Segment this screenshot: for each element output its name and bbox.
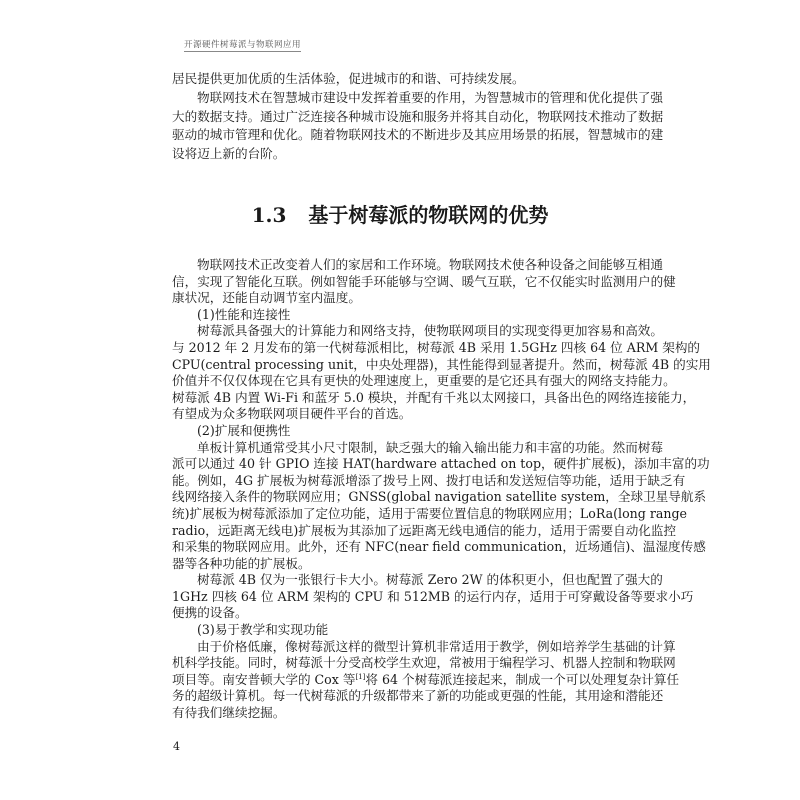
text-line: 有待我们继续挖掘。 — [172, 705, 286, 721]
page-number: 4 — [173, 740, 180, 753]
text-line: 设将迈上新的台阶。 — [172, 146, 286, 162]
text-line: 线网络接入条件的物联网应用；GNSS(global navigation satellite system，全球卫星导航系 — [172, 489, 707, 505]
section-number: 1.3 — [251, 203, 287, 227]
paragraph — [172, 70, 628, 89]
paragraph — [172, 89, 664, 164]
text-line: radio，远距离无线电)扩展板为其添加了远距离无线电通信的能力，适用于需要自动化监控 — [172, 522, 677, 538]
text-line: 价值并不仅仅体现在它具有更快的处理速度上，更重要的是它还具有强大的网络支持能力。 — [172, 373, 676, 389]
text-line: 与 2012 年 2 月发布的第一代树莓派相比，树莓派 4B 采用 1.5GHz 四核 64 位 ARM 架构的 — [172, 339, 701, 355]
section-body — [172, 257, 711, 722]
text-line: 机科学技能。同时，树莓派十分受高校学生欢迎，常被用于编程学习、机器人控制和物联网 — [172, 655, 676, 671]
text-line: 和采集的物联网应用。此外，还有 NFC(near field communication，近场通信)、温湿度传感 — [172, 539, 706, 555]
text-line: 能。例如，4G 扩展板为树莓派增添了拨号上网、拨打电话和发送短信等功能，适用于缺乏有 — [172, 472, 686, 488]
paragraph — [172, 622, 628, 639]
text-line: CPU(central processing unit，中央处理器)，其性能得到显著提升。然而，树莓派 4B 的实用 — [172, 356, 711, 372]
text-line: 驱动的城市管理和优化。随着物联网技术的不断进步及其应用场景的拓展，智慧城市的建 — [172, 127, 664, 143]
paragraph — [172, 323, 711, 423]
text-line: 物联网技术在智慧城市建设中发挥着重要的作用，为智慧城市的管理和优化提供了强 — [197, 89, 663, 105]
paragraph — [172, 257, 676, 307]
text-line: 物联网技术正改变着人们的家居和工作环境。物联网技术使各种设备之间能够互相通 — [197, 257, 663, 272]
text-line: 居民提供更加优质的生活体验，促进城市的和谐、可持续发展。 — [172, 71, 525, 86]
text-line: 有望成为众多物联网项目硬件平台的首选。 — [172, 406, 412, 422]
citation-ref: [1] — [355, 672, 366, 681]
text-line: 1GHz 四核 64 位 ARM 架构的 CPU 和 512MB 的运行内存，适用于可穿戴设备等要求小巧 — [172, 588, 694, 604]
text-line: 由于价格低廉，像树莓派这样的微型计算机非常适用于教学，例如培养学生基础的计算 — [197, 638, 676, 654]
intro-text — [172, 70, 664, 164]
paragraph — [172, 439, 710, 573]
paragraph — [172, 638, 680, 722]
paragraph — [172, 572, 694, 622]
text-line: 树莓派具备强大的计算能力和网络支持，使物联网项目的实现变得更加容易和高效。 — [197, 323, 663, 339]
text-line: 康状况，还能自动调节室内温度。 — [172, 290, 361, 306]
text-line: (2)扩展和便携性 — [197, 422, 291, 438]
text-line: 信，实现了智能化互联。例如智能手环能够与空调、暖气互联，它不仅能实时监测用户的健 — [172, 273, 676, 289]
text-line: 单板计算机通常受其小尺寸限制，缺乏强大的输入输出能力和丰富的功能。然而树莓 — [197, 439, 663, 455]
text-line: 务的超级计算机。每一代树莓派的升级都带来了新的功能或更强的性能，其用途和潜能还 — [172, 688, 664, 704]
text-line: 便携的设备。 — [172, 605, 248, 621]
text-line: 树莓派 4B 仅为一张银行卡大小。树莓派 Zero 2W 的体积更小，但也配置了强大的 — [197, 572, 663, 588]
section-title: 基于树莓派的物联网的优势 — [308, 203, 549, 227]
paragraph — [172, 423, 628, 440]
text-line: 项目等。南安普顿大学的 Cox 等[1]将 64 个树莓派连接起来，制成一个可以处理复杂计算任 — [172, 671, 680, 687]
paragraph — [172, 307, 628, 324]
text-line: 大的数据支持。通过广泛连接各种城市设施和服务并将其自动化，物联网技术推动了数据 — [172, 108, 664, 124]
text-line: (1)性能和连接性 — [197, 306, 291, 322]
text-line: 统)扩展板为树莓派添加了定位功能，适用于需要位置信息的物联网应用；LoRa(long range — [172, 505, 687, 521]
running-header: 开源硬件树莓派与物联网应用 — [184, 40, 302, 50]
text-line: (3)易于教学和实现功能 — [197, 622, 329, 638]
section-heading — [0, 199, 800, 228]
text-line: 树莓派 4B 内置 Wi-Fi 和蓝牙 5.0 模块，并配有千兆以太网接口，具备出色的网络连接能力， — [172, 389, 696, 405]
text-line: 器等各种功能的扩展板。 — [172, 555, 311, 571]
text-line: 派可以通过 40 针 GPIO 连接 HAT(hardware attached on top，硬件扩展板)，添加丰富的功 — [172, 456, 710, 472]
